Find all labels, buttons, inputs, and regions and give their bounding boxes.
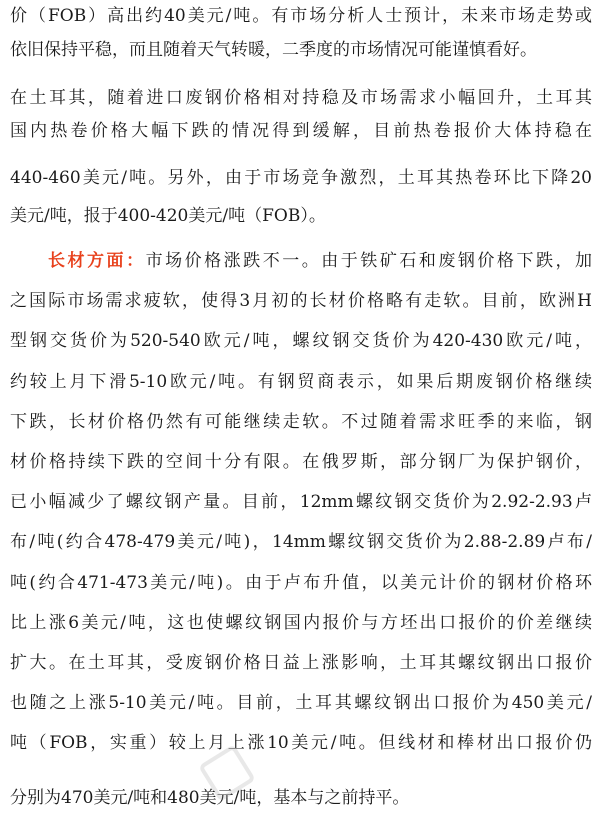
text-line-10: 约较上月下滑5-10欧元/吨。有钢贸商表示，如果后期废钢价格继续 [10, 372, 592, 392]
text-line-3: 在土耳其，随着进口废钢价格相对持稳及市场需求小幅回升，土耳其 [10, 88, 592, 108]
text-line-15: 吨(约合471-473美元/吨)。由于卢布升值，以美元计价的钢材价格环 [10, 573, 592, 593]
text-line-7: 长材方面：市场价格涨跌不一。由于铁矿石和废钢价格下跌，加 [48, 251, 592, 271]
text-line-4: 国内热卷价格大幅下跌的情况得到缓解，目前热卷报价大体持稳在 [10, 121, 592, 141]
text-line-6: 美元/吨，报于400-420美元/吨（FOB）。 [10, 206, 326, 226]
text-line-19: 吨（FOB，实重）较上月上涨10美元/吨。但线材和棒材出口报价仍 [10, 733, 592, 753]
text-line-8: 之国际市场需求疲软，使得3月初的长材价格略有走软。目前，欧洲H [10, 291, 592, 311]
text-line-5: 440-460美元/吨。另外，由于市场竞争激烈，土耳其热卷环比下降20 [10, 168, 592, 188]
text-line-14: 布/吨(约合478-479美元/吨)，14mm螺纹钢交货价为2.88-2.89卢布/ [10, 532, 592, 552]
text-line-18: 也随之上涨5-10美元/吨。目前，土耳其螺纹钢出口报价为450美元/ [10, 693, 592, 713]
text-line-1: 价（FOB）高出约40美元/吨。有市场分析人士预计，未来市场走势或 [10, 6, 592, 26]
section-heading-long-steel: 长材方面： [48, 251, 146, 271]
text-line-9: 型钢交货价为520-540欧元/吨，螺纹钢交货价为420-430欧元/吨， [10, 331, 592, 351]
text-line-2: 依旧保持平稳，而且随着天气转暖，二季度的市场情况可能谨慎看好。 [10, 40, 537, 60]
text-line-11: 下跌，长材价格仍然有可能继续走软。不过随着需求旺季的来临，钢 [10, 412, 592, 432]
text-line-17: 扩大。在土耳其，受废钢价格日益上涨影响，土耳其螺纹钢出口报价 [10, 653, 592, 673]
text-line-20: 分别为470美元/吨和480美元/吨，基本与之前持平。 [10, 788, 410, 808]
text-line-16: 比上涨6美元/吨，这也使螺纹钢国内报价与方坯出口报价的价差继续 [10, 613, 592, 633]
text-line-12: 材价格持续下跌的空间十分有限。在俄罗斯，部分钢厂为保护钢价， [10, 452, 592, 472]
text-line-13: 已小幅减少了螺纹钢产量。目前，12mm螺纹钢交货价为2.92-2.93卢 [10, 492, 592, 512]
